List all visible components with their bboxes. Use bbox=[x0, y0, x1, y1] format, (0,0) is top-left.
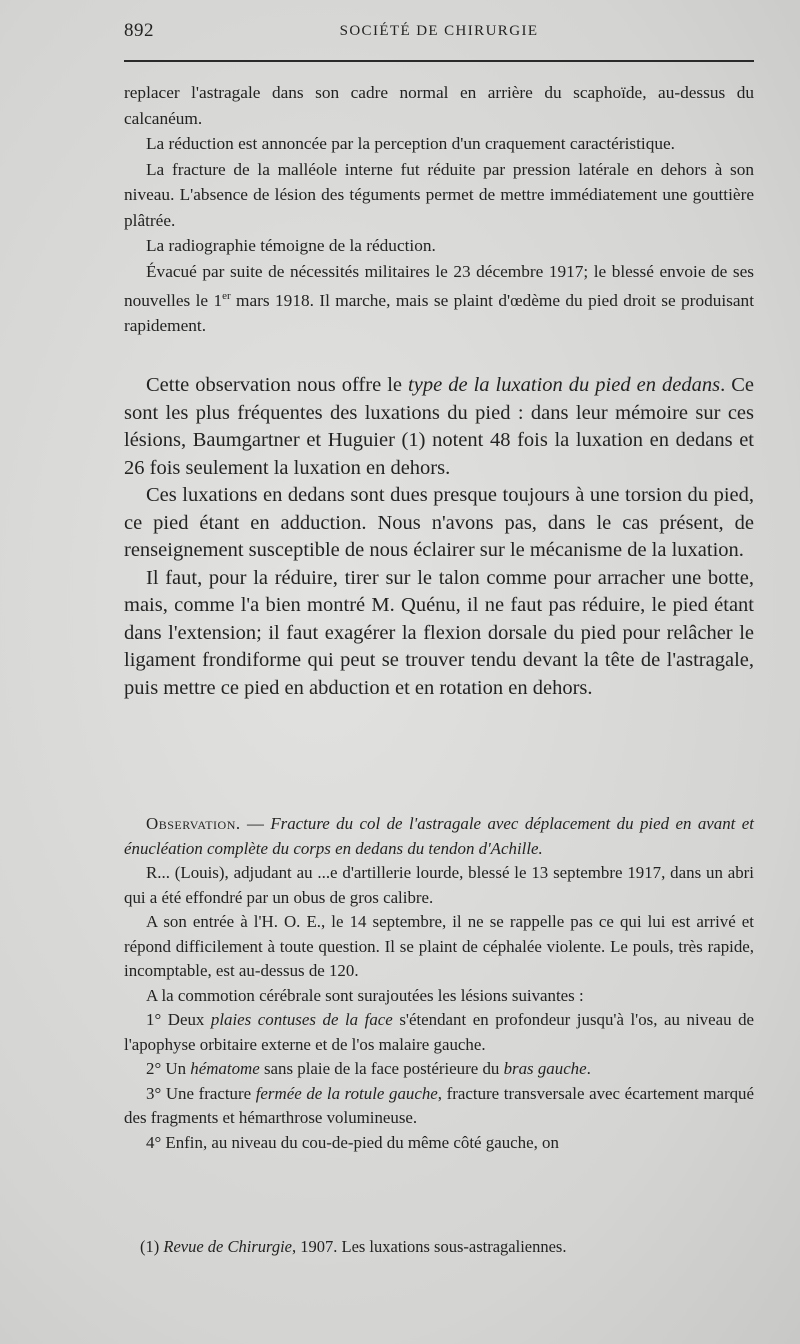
observation-title: Fracture du col de l'astragale avec déplacement du pied en avant et énucléation complète du corps en dedans du tendon d'Achille. bbox=[124, 814, 754, 858]
section-observation bbox=[124, 812, 754, 1155]
paragraph: Ces luxations en dedans sont dues presque toujours à une torsion du pied, ce pied étant en adduction. Nous n'avons pas, dans le cas présent, de renseignement susceptible de nous éclairer sur le mécanisme de la luxation. bbox=[124, 484, 754, 561]
italic-text: bras gauche bbox=[503, 1059, 587, 1078]
text-run: 2° Un bbox=[146, 1059, 191, 1078]
paragraph: A la commotion cérébrale sont surajoutées les lésions suivantes : bbox=[146, 985, 584, 1005]
paragraph bbox=[124, 259, 754, 339]
text-run: — bbox=[240, 814, 271, 833]
italic-text: plaies contuses de la face bbox=[210, 1010, 393, 1029]
text-run: . Ce sont les plus fréquentes des luxations du pied : dans leur mémoire sur ces lésions, Baumgartner et Huguier (1) notent 48 fois la luxation en dedans et 26 fois seulement la luxation en dehors. bbox=[124, 374, 755, 479]
text-run: 1° Deux bbox=[146, 1010, 211, 1029]
footnote-marker: (1) bbox=[140, 1237, 164, 1256]
paragraph: La radiographie témoigne de la réduction. bbox=[146, 236, 436, 255]
footnote-journal: Revue de Chirurgie bbox=[163, 1237, 292, 1256]
section-case-continuation bbox=[124, 80, 754, 339]
paragraph: R... (Louis), adjudant au ...e d'artillerie lourde, blessé le 13 septembre 1917, dans un abri qui a été effondré par un obus de gros calibre. bbox=[124, 863, 754, 907]
italic-text: fermée de la rotule gauche bbox=[255, 1083, 438, 1103]
italic-text: type de la luxation du pied en dedans bbox=[408, 374, 721, 396]
paragraph bbox=[124, 372, 754, 482]
page-header bbox=[124, 16, 754, 50]
text-run: Cette observation nous offre le bbox=[146, 374, 409, 396]
text-run: s'étendant en profondeur jusqu'à l'os, au niveau de l'apophyse orbitaire externe et de l'os malaire gauche. bbox=[124, 1010, 755, 1054]
observation-heading bbox=[124, 812, 754, 861]
paragraph: Il faut, pour la réduire, tirer sur le talon comme pour arracher une botte, mais, comme l'a bien montré M. Quénu, il ne faut pas réduire, le pied étant dans l'extension; il faut exagérer la flexion dorsale du pied pour relâcher le ligament frondiforme qui peut se trouver tendu devant la tête de l'astragale, puis mettre ce pied en abduction et en rotation en dehors. bbox=[124, 566, 754, 699]
paragraph bbox=[124, 1008, 754, 1057]
text-run: mars 1918. Il marche, mais se plaint d'œdème du pied droit se produisant rapidement. bbox=[124, 290, 754, 336]
text-run: sans plaie de la face postérieure du bbox=[259, 1059, 504, 1078]
paragraph bbox=[124, 1057, 754, 1082]
paragraph: replacer l'astragale dans son cadre normal en arrière du scaphoïde, au-dessus du calcanéum. bbox=[124, 83, 754, 128]
paragraph: A son entrée à l'H. O. E., le 14 septembre, il ne se rappelle pas ce qui lui est arrivé et répond difficilement à toute question. Il se plaint de céphalée violente. Le pouls, très rapide, incomptable, est au-dessus de 120. bbox=[124, 912, 754, 980]
text-run: , 1907. Les luxations sous-astragaliennes. bbox=[291, 1237, 567, 1256]
observation-label: Observation. bbox=[146, 814, 241, 833]
paragraph bbox=[124, 1082, 754, 1131]
text-run: , fracture transversale avec écartement marqué des fragments et hémarthrose volumineuse. bbox=[124, 1083, 754, 1127]
text-run: Évacué par suite de nécessités militaires le 23 décembre 1917; le blessé envoie de ses nouvelles le 1 bbox=[124, 261, 754, 310]
section-commentary bbox=[124, 372, 754, 702]
paragraph: La réduction est annoncée par la perception d'un craquement caractéristique. bbox=[146, 134, 675, 153]
paragraph: 4° Enfin, au niveau du cou-de-pied du même côté gauche, on bbox=[146, 1132, 559, 1152]
italic-text: hématome bbox=[190, 1059, 260, 1078]
page-number: 892 bbox=[124, 20, 154, 41]
running-head: SOCIÉTÉ DE CHIRURGIE bbox=[339, 23, 539, 39]
paragraph: La fracture de la malléole interne fut réduite par pression latérale en dehors à son niveau. L'absence de lésion des téguments permet de mettre immédiatement une gouttière plâtrée. bbox=[124, 159, 754, 230]
header-rule bbox=[124, 60, 754, 62]
superscript: er bbox=[222, 290, 231, 302]
text-run: 3° Une fracture bbox=[146, 1083, 256, 1103]
text-run: . bbox=[586, 1059, 591, 1078]
footnote bbox=[140, 1236, 754, 1258]
